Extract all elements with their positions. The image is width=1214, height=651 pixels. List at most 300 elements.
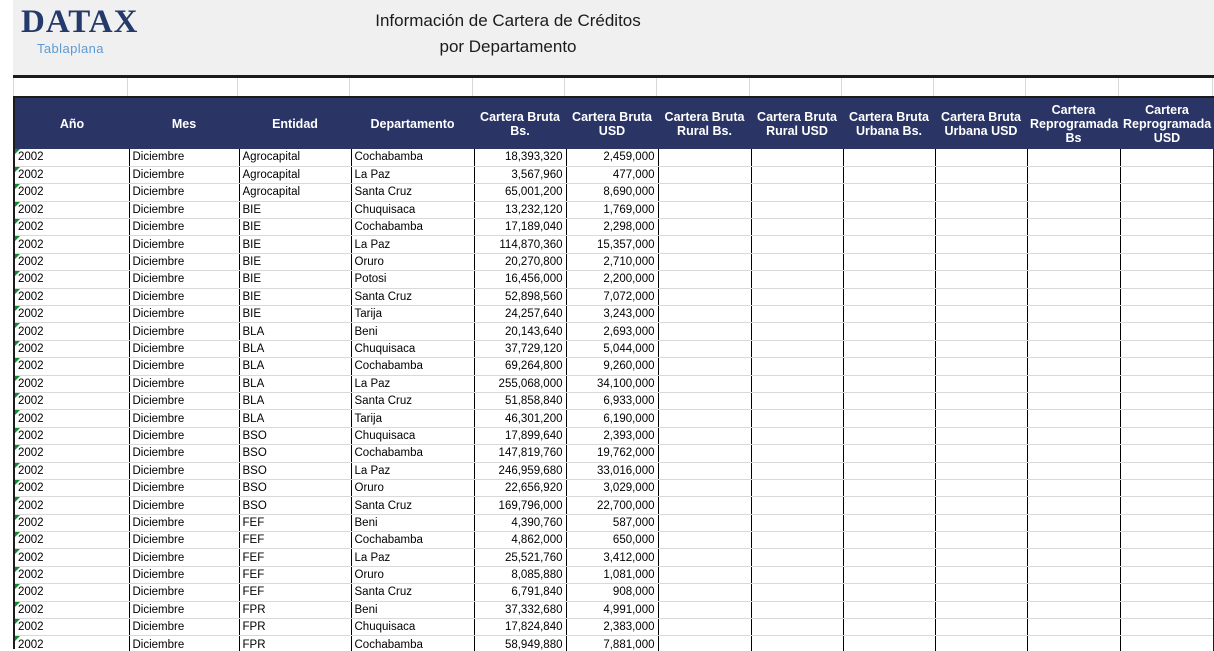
cell-r18-c6[interactable] bbox=[658, 462, 751, 479]
cell-r10-c4[interactable]: 20,143,640 bbox=[474, 323, 566, 340]
cell-r13-c5[interactable]: 34,100,000 bbox=[566, 375, 658, 392]
cell-r3-c7[interactable] bbox=[751, 201, 843, 218]
cell-r7-c0[interactable]: 2002 bbox=[15, 271, 129, 288]
cell-r8-c9[interactable] bbox=[935, 288, 1027, 305]
cell-r25-c10[interactable] bbox=[1027, 584, 1120, 601]
cell-r27-c0[interactable]: 2002 bbox=[15, 619, 129, 636]
cell-r10-c7[interactable] bbox=[751, 323, 843, 340]
cell-r20-c2[interactable]: BSO bbox=[239, 497, 351, 514]
cell-r10-c3[interactable]: Beni bbox=[351, 323, 474, 340]
table-row[interactable] bbox=[15, 392, 1214, 409]
table-row[interactable] bbox=[15, 149, 1214, 166]
cell-r2-c9[interactable] bbox=[935, 184, 1027, 201]
cell-r2-c5[interactable]: 8,690,000 bbox=[566, 184, 658, 201]
cell-r19-c6[interactable] bbox=[658, 479, 751, 496]
cell-r6-c5[interactable]: 2,710,000 bbox=[566, 253, 658, 270]
column-header-7[interactable]: Cartera Bruta Rural USD bbox=[751, 98, 843, 149]
cell-r11-c11[interactable] bbox=[1120, 340, 1214, 357]
cell-r7-c8[interactable] bbox=[843, 271, 935, 288]
cell-r20-c8[interactable] bbox=[843, 497, 935, 514]
cell-r8-c11[interactable] bbox=[1120, 288, 1214, 305]
cell-r11-c4[interactable]: 37,729,120 bbox=[474, 340, 566, 357]
column-header-8[interactable]: Cartera Bruta Urbana Bs. bbox=[843, 98, 935, 149]
cell-r16-c7[interactable] bbox=[751, 427, 843, 444]
cell-r28-c5[interactable]: 7,881,000 bbox=[566, 636, 658, 651]
cell-r12-c4[interactable]: 69,264,800 bbox=[474, 358, 566, 375]
column-header-4[interactable]: Cartera Bruta Bs. bbox=[474, 98, 566, 149]
cell-r23-c11[interactable] bbox=[1120, 549, 1214, 566]
cell-r28-c2[interactable]: FPR bbox=[239, 636, 351, 651]
cell-r11-c9[interactable] bbox=[935, 340, 1027, 357]
cell-r28-c9[interactable] bbox=[935, 636, 1027, 651]
table-row[interactable] bbox=[15, 497, 1214, 514]
cell-r6-c11[interactable] bbox=[1120, 253, 1214, 270]
cell-r17-c4[interactable]: 147,819,760 bbox=[474, 445, 566, 462]
cell-r6-c6[interactable] bbox=[658, 253, 751, 270]
cell-r27-c6[interactable] bbox=[658, 619, 751, 636]
cell-r8-c4[interactable]: 52,898,560 bbox=[474, 288, 566, 305]
cell-r15-c9[interactable] bbox=[935, 410, 1027, 427]
cell-r25-c4[interactable]: 6,791,840 bbox=[474, 584, 566, 601]
table-row[interactable] bbox=[15, 306, 1214, 323]
table-row[interactable] bbox=[15, 479, 1214, 496]
table-row[interactable] bbox=[15, 236, 1214, 253]
cell-r11-c5[interactable]: 5,044,000 bbox=[566, 340, 658, 357]
cell-r0-c3[interactable]: Cochabamba bbox=[351, 149, 474, 166]
cell-r13-c3[interactable]: La Paz bbox=[351, 375, 474, 392]
cell-r13-c0[interactable]: 2002 bbox=[15, 375, 129, 392]
cell-r11-c0[interactable]: 2002 bbox=[15, 340, 129, 357]
cell-r17-c11[interactable] bbox=[1120, 445, 1214, 462]
cell-r18-c1[interactable]: Diciembre bbox=[129, 462, 239, 479]
cell-r17-c1[interactable]: Diciembre bbox=[129, 445, 239, 462]
cell-r23-c7[interactable] bbox=[751, 549, 843, 566]
cell-r20-c6[interactable] bbox=[658, 497, 751, 514]
cell-r22-c8[interactable] bbox=[843, 532, 935, 549]
cell-r26-c5[interactable]: 4,991,000 bbox=[566, 601, 658, 618]
cell-r17-c0[interactable]: 2002 bbox=[15, 445, 129, 462]
cell-r5-c1[interactable]: Diciembre bbox=[129, 236, 239, 253]
cell-r16-c10[interactable] bbox=[1027, 427, 1120, 444]
cell-r28-c7[interactable] bbox=[751, 636, 843, 651]
cell-r23-c9[interactable] bbox=[935, 549, 1027, 566]
cell-r19-c10[interactable] bbox=[1027, 479, 1120, 496]
cell-r14-c11[interactable] bbox=[1120, 392, 1214, 409]
cell-r25-c2[interactable]: FEF bbox=[239, 584, 351, 601]
cell-r1-c1[interactable]: Diciembre bbox=[129, 166, 239, 183]
cell-r20-c0[interactable]: 2002 bbox=[15, 497, 129, 514]
cell-r17-c3[interactable]: Cochabamba bbox=[351, 445, 474, 462]
table-row[interactable] bbox=[15, 427, 1214, 444]
cell-r1-c0[interactable]: 2002 bbox=[15, 166, 129, 183]
cell-r24-c4[interactable]: 8,085,880 bbox=[474, 566, 566, 583]
cell-r8-c0[interactable]: 2002 bbox=[15, 288, 129, 305]
cell-r0-c2[interactable]: Agrocapital bbox=[239, 149, 351, 166]
cell-r22-c4[interactable]: 4,862,000 bbox=[474, 532, 566, 549]
cell-r8-c6[interactable] bbox=[658, 288, 751, 305]
cell-r24-c10[interactable] bbox=[1027, 566, 1120, 583]
cell-r9-c4[interactable]: 24,257,640 bbox=[474, 306, 566, 323]
cell-r28-c8[interactable] bbox=[843, 636, 935, 651]
cell-r7-c6[interactable] bbox=[658, 271, 751, 288]
cell-r21-c6[interactable] bbox=[658, 514, 751, 531]
cell-r7-c10[interactable] bbox=[1027, 271, 1120, 288]
cell-r8-c2[interactable]: BIE bbox=[239, 288, 351, 305]
cell-r18-c11[interactable] bbox=[1120, 462, 1214, 479]
cell-r22-c5[interactable]: 650,000 bbox=[566, 532, 658, 549]
cell-r0-c7[interactable] bbox=[751, 149, 843, 166]
cell-r7-c2[interactable]: BIE bbox=[239, 271, 351, 288]
cell-r13-c11[interactable] bbox=[1120, 375, 1214, 392]
cell-r21-c9[interactable] bbox=[935, 514, 1027, 531]
cell-r5-c7[interactable] bbox=[751, 236, 843, 253]
cell-r2-c1[interactable]: Diciembre bbox=[129, 184, 239, 201]
cell-r10-c11[interactable] bbox=[1120, 323, 1214, 340]
cell-r23-c0[interactable]: 2002 bbox=[15, 549, 129, 566]
cell-r22-c0[interactable]: 2002 bbox=[15, 532, 129, 549]
cell-r25-c0[interactable]: 2002 bbox=[15, 584, 129, 601]
cell-r4-c5[interactable]: 2,298,000 bbox=[566, 219, 658, 236]
cell-r12-c10[interactable] bbox=[1027, 358, 1120, 375]
cell-r28-c6[interactable] bbox=[658, 636, 751, 651]
cell-r3-c1[interactable]: Diciembre bbox=[129, 201, 239, 218]
cell-r20-c5[interactable]: 22,700,000 bbox=[566, 497, 658, 514]
cell-r9-c8[interactable] bbox=[843, 306, 935, 323]
cell-r28-c10[interactable] bbox=[1027, 636, 1120, 651]
cell-r26-c9[interactable] bbox=[935, 601, 1027, 618]
cell-r27-c8[interactable] bbox=[843, 619, 935, 636]
cell-r6-c7[interactable] bbox=[751, 253, 843, 270]
cell-r12-c3[interactable]: Cochabamba bbox=[351, 358, 474, 375]
cell-r24-c7[interactable] bbox=[751, 566, 843, 583]
cell-r18-c4[interactable]: 246,959,680 bbox=[474, 462, 566, 479]
cell-r20-c10[interactable] bbox=[1027, 497, 1120, 514]
cell-r7-c7[interactable] bbox=[751, 271, 843, 288]
cell-r6-c0[interactable]: 2002 bbox=[15, 253, 129, 270]
cell-r1-c10[interactable] bbox=[1027, 166, 1120, 183]
cell-r18-c10[interactable] bbox=[1027, 462, 1120, 479]
cell-r15-c11[interactable] bbox=[1120, 410, 1214, 427]
cell-r20-c4[interactable]: 169,796,000 bbox=[474, 497, 566, 514]
cell-r0-c8[interactable] bbox=[843, 149, 935, 166]
cell-r4-c4[interactable]: 17,189,040 bbox=[474, 219, 566, 236]
table-row[interactable] bbox=[15, 375, 1214, 392]
cell-r21-c1[interactable]: Diciembre bbox=[129, 514, 239, 531]
cell-r7-c9[interactable] bbox=[935, 271, 1027, 288]
cell-r7-c5[interactable]: 2,200,000 bbox=[566, 271, 658, 288]
cell-r13-c2[interactable]: BLA bbox=[239, 375, 351, 392]
table-row[interactable] bbox=[15, 549, 1214, 566]
cell-r11-c8[interactable] bbox=[843, 340, 935, 357]
column-header-9[interactable]: Cartera Bruta Urbana USD bbox=[935, 98, 1027, 149]
cell-r8-c7[interactable] bbox=[751, 288, 843, 305]
cell-r4-c2[interactable]: BIE bbox=[239, 219, 351, 236]
cell-r2-c4[interactable]: 65,001,200 bbox=[474, 184, 566, 201]
cell-r14-c1[interactable]: Diciembre bbox=[129, 392, 239, 409]
cell-r3-c0[interactable]: 2002 bbox=[15, 201, 129, 218]
cell-r27-c9[interactable] bbox=[935, 619, 1027, 636]
cell-r21-c0[interactable]: 2002 bbox=[15, 514, 129, 531]
table-row[interactable] bbox=[15, 445, 1214, 462]
cell-r26-c1[interactable]: Diciembre bbox=[129, 601, 239, 618]
cell-r12-c2[interactable]: BLA bbox=[239, 358, 351, 375]
cell-r20-c7[interactable] bbox=[751, 497, 843, 514]
cell-r25-c7[interactable] bbox=[751, 584, 843, 601]
cell-r23-c8[interactable] bbox=[843, 549, 935, 566]
cell-r28-c4[interactable]: 58,949,880 bbox=[474, 636, 566, 651]
cell-r9-c11[interactable] bbox=[1120, 306, 1214, 323]
cell-r27-c10[interactable] bbox=[1027, 619, 1120, 636]
cell-r13-c6[interactable] bbox=[658, 375, 751, 392]
cell-r27-c4[interactable]: 17,824,840 bbox=[474, 619, 566, 636]
table-row[interactable] bbox=[15, 462, 1214, 479]
cell-r19-c11[interactable] bbox=[1120, 479, 1214, 496]
cell-r17-c6[interactable] bbox=[658, 445, 751, 462]
cell-r4-c1[interactable]: Diciembre bbox=[129, 219, 239, 236]
cell-r24-c9[interactable] bbox=[935, 566, 1027, 583]
cell-r14-c7[interactable] bbox=[751, 392, 843, 409]
cell-r10-c6[interactable] bbox=[658, 323, 751, 340]
cell-r5-c9[interactable] bbox=[935, 236, 1027, 253]
cell-r10-c9[interactable] bbox=[935, 323, 1027, 340]
cell-r0-c4[interactable]: 18,393,320 bbox=[474, 149, 566, 166]
cell-r12-c5[interactable]: 9,260,000 bbox=[566, 358, 658, 375]
cell-r22-c6[interactable] bbox=[658, 532, 751, 549]
cell-r15-c1[interactable]: Diciembre bbox=[129, 410, 239, 427]
cell-r17-c8[interactable] bbox=[843, 445, 935, 462]
cell-r1-c9[interactable] bbox=[935, 166, 1027, 183]
cell-r6-c10[interactable] bbox=[1027, 253, 1120, 270]
cell-r9-c1[interactable]: Diciembre bbox=[129, 306, 239, 323]
cell-r5-c3[interactable]: La Paz bbox=[351, 236, 474, 253]
cell-r5-c10[interactable] bbox=[1027, 236, 1120, 253]
cell-r20-c1[interactable]: Diciembre bbox=[129, 497, 239, 514]
table-row[interactable] bbox=[15, 253, 1214, 270]
cell-r12-c9[interactable] bbox=[935, 358, 1027, 375]
cell-r15-c4[interactable]: 46,301,200 bbox=[474, 410, 566, 427]
cell-r2-c2[interactable]: Agrocapital bbox=[239, 184, 351, 201]
table-row[interactable] bbox=[15, 184, 1214, 201]
cell-r19-c5[interactable]: 3,029,000 bbox=[566, 479, 658, 496]
cell-r26-c0[interactable]: 2002 bbox=[15, 601, 129, 618]
cell-r25-c5[interactable]: 908,000 bbox=[566, 584, 658, 601]
cell-r13-c10[interactable] bbox=[1027, 375, 1120, 392]
cell-r2-c8[interactable] bbox=[843, 184, 935, 201]
cell-r3-c8[interactable] bbox=[843, 201, 935, 218]
cell-r6-c3[interactable]: Oruro bbox=[351, 253, 474, 270]
cell-r10-c10[interactable] bbox=[1027, 323, 1120, 340]
cell-r15-c2[interactable]: BLA bbox=[239, 410, 351, 427]
cell-r27-c7[interactable] bbox=[751, 619, 843, 636]
cell-r10-c8[interactable] bbox=[843, 323, 935, 340]
cell-r11-c7[interactable] bbox=[751, 340, 843, 357]
cell-r15-c7[interactable] bbox=[751, 410, 843, 427]
cell-r4-c3[interactable]: Cochabamba bbox=[351, 219, 474, 236]
cell-r1-c4[interactable]: 3,567,960 bbox=[474, 166, 566, 183]
cell-r14-c3[interactable]: Santa Cruz bbox=[351, 392, 474, 409]
cell-r16-c8[interactable] bbox=[843, 427, 935, 444]
cell-r4-c11[interactable] bbox=[1120, 219, 1214, 236]
table-row[interactable] bbox=[15, 340, 1214, 357]
cell-r20-c9[interactable] bbox=[935, 497, 1027, 514]
table-row[interactable] bbox=[15, 514, 1214, 531]
cell-r28-c11[interactable] bbox=[1120, 636, 1214, 651]
cell-r4-c9[interactable] bbox=[935, 219, 1027, 236]
table-row[interactable] bbox=[15, 566, 1214, 583]
cell-r28-c3[interactable]: Cochabamba bbox=[351, 636, 474, 651]
cell-r5-c8[interactable] bbox=[843, 236, 935, 253]
cell-r9-c9[interactable] bbox=[935, 306, 1027, 323]
cell-r25-c8[interactable] bbox=[843, 584, 935, 601]
table-row[interactable] bbox=[15, 584, 1214, 601]
table-row[interactable] bbox=[15, 219, 1214, 236]
cell-r17-c10[interactable] bbox=[1027, 445, 1120, 462]
cell-r1-c6[interactable] bbox=[658, 166, 751, 183]
cell-r9-c2[interactable]: BIE bbox=[239, 306, 351, 323]
cell-r22-c11[interactable] bbox=[1120, 532, 1214, 549]
cell-r4-c10[interactable] bbox=[1027, 219, 1120, 236]
cell-r26-c6[interactable] bbox=[658, 601, 751, 618]
cell-r11-c6[interactable] bbox=[658, 340, 751, 357]
cell-r26-c8[interactable] bbox=[843, 601, 935, 618]
cell-r19-c2[interactable]: BSO bbox=[239, 479, 351, 496]
cell-r5-c11[interactable] bbox=[1120, 236, 1214, 253]
cell-r24-c0[interactable]: 2002 bbox=[15, 566, 129, 583]
cell-r18-c3[interactable]: La Paz bbox=[351, 462, 474, 479]
column-header-5[interactable]: Cartera Bruta USD bbox=[566, 98, 658, 149]
cell-r17-c9[interactable] bbox=[935, 445, 1027, 462]
cell-r25-c1[interactable]: Diciembre bbox=[129, 584, 239, 601]
table-row[interactable] bbox=[15, 619, 1214, 636]
column-header-3[interactable]: Departamento bbox=[351, 98, 474, 149]
column-header-6[interactable]: Cartera Bruta Rural Bs. bbox=[658, 98, 751, 149]
cell-r25-c11[interactable] bbox=[1120, 584, 1214, 601]
column-header-10[interactable]: Cartera Reprogramada Bs bbox=[1027, 98, 1120, 149]
cell-r1-c8[interactable] bbox=[843, 166, 935, 183]
cell-r6-c4[interactable]: 20,270,800 bbox=[474, 253, 566, 270]
cell-r0-c1[interactable]: Diciembre bbox=[129, 149, 239, 166]
cell-r15-c6[interactable] bbox=[658, 410, 751, 427]
cell-r18-c0[interactable]: 2002 bbox=[15, 462, 129, 479]
cell-r15-c0[interactable]: 2002 bbox=[15, 410, 129, 427]
cell-r28-c0[interactable]: 2002 bbox=[15, 636, 129, 651]
cell-r13-c8[interactable] bbox=[843, 375, 935, 392]
cell-r19-c8[interactable] bbox=[843, 479, 935, 496]
cell-r5-c5[interactable]: 15,357,000 bbox=[566, 236, 658, 253]
cell-r27-c3[interactable]: Chuquisaca bbox=[351, 619, 474, 636]
cell-r14-c5[interactable]: 6,933,000 bbox=[566, 392, 658, 409]
table-row[interactable] bbox=[15, 601, 1214, 618]
cell-r1-c11[interactable] bbox=[1120, 166, 1214, 183]
table-row[interactable] bbox=[15, 636, 1214, 651]
cell-r25-c3[interactable]: Santa Cruz bbox=[351, 584, 474, 601]
cell-r14-c6[interactable] bbox=[658, 392, 751, 409]
cell-r7-c4[interactable]: 16,456,000 bbox=[474, 271, 566, 288]
cell-r13-c4[interactable]: 255,068,000 bbox=[474, 375, 566, 392]
cell-r17-c5[interactable]: 19,762,000 bbox=[566, 445, 658, 462]
cell-r27-c2[interactable]: FPR bbox=[239, 619, 351, 636]
cell-r2-c3[interactable]: Santa Cruz bbox=[351, 184, 474, 201]
cell-r12-c0[interactable]: 2002 bbox=[15, 358, 129, 375]
cell-r0-c10[interactable] bbox=[1027, 149, 1120, 166]
cell-r3-c3[interactable]: Chuquisaca bbox=[351, 201, 474, 218]
cell-r21-c10[interactable] bbox=[1027, 514, 1120, 531]
cell-r23-c10[interactable] bbox=[1027, 549, 1120, 566]
cell-r22-c2[interactable]: FEF bbox=[239, 532, 351, 549]
cell-r0-c5[interactable]: 2,459,000 bbox=[566, 149, 658, 166]
column-header-1[interactable]: Mes bbox=[129, 98, 239, 149]
cell-r8-c8[interactable] bbox=[843, 288, 935, 305]
cell-r9-c0[interactable]: 2002 bbox=[15, 306, 129, 323]
cell-r8-c3[interactable]: Santa Cruz bbox=[351, 288, 474, 305]
cell-r24-c2[interactable]: FEF bbox=[239, 566, 351, 583]
cell-r24-c5[interactable]: 1,081,000 bbox=[566, 566, 658, 583]
cell-r7-c1[interactable]: Diciembre bbox=[129, 271, 239, 288]
cell-r11-c1[interactable]: Diciembre bbox=[129, 340, 239, 357]
cell-r22-c3[interactable]: Cochabamba bbox=[351, 532, 474, 549]
cell-r12-c6[interactable] bbox=[658, 358, 751, 375]
cell-r26-c4[interactable]: 37,332,680 bbox=[474, 601, 566, 618]
table-row[interactable] bbox=[15, 288, 1214, 305]
cell-r7-c11[interactable] bbox=[1120, 271, 1214, 288]
cell-r2-c10[interactable] bbox=[1027, 184, 1120, 201]
cell-r9-c10[interactable] bbox=[1027, 306, 1120, 323]
cell-r21-c2[interactable]: FEF bbox=[239, 514, 351, 531]
cell-r16-c6[interactable] bbox=[658, 427, 751, 444]
cell-r27-c5[interactable]: 2,383,000 bbox=[566, 619, 658, 636]
cell-r18-c8[interactable] bbox=[843, 462, 935, 479]
cell-r2-c0[interactable]: 2002 bbox=[15, 184, 129, 201]
cell-r16-c9[interactable] bbox=[935, 427, 1027, 444]
cell-r16-c2[interactable]: BSO bbox=[239, 427, 351, 444]
column-header-11[interactable]: Cartera Reprogramada USD bbox=[1120, 98, 1214, 149]
cell-r26-c2[interactable]: FPR bbox=[239, 601, 351, 618]
cell-r8-c10[interactable] bbox=[1027, 288, 1120, 305]
cell-r20-c3[interactable]: Santa Cruz bbox=[351, 497, 474, 514]
cell-r19-c7[interactable] bbox=[751, 479, 843, 496]
cell-r23-c6[interactable] bbox=[658, 549, 751, 566]
cell-r8-c5[interactable]: 7,072,000 bbox=[566, 288, 658, 305]
cell-r10-c0[interactable]: 2002 bbox=[15, 323, 129, 340]
cell-r5-c6[interactable] bbox=[658, 236, 751, 253]
cell-r24-c11[interactable] bbox=[1120, 566, 1214, 583]
cell-r25-c6[interactable] bbox=[658, 584, 751, 601]
cell-r15-c3[interactable]: Tarija bbox=[351, 410, 474, 427]
cell-r16-c4[interactable]: 17,899,640 bbox=[474, 427, 566, 444]
cell-r18-c9[interactable] bbox=[935, 462, 1027, 479]
cell-r9-c3[interactable]: Tarija bbox=[351, 306, 474, 323]
cell-r20-c11[interactable] bbox=[1120, 497, 1214, 514]
cell-r26-c11[interactable] bbox=[1120, 601, 1214, 618]
cell-r17-c2[interactable]: BSO bbox=[239, 445, 351, 462]
cell-r14-c2[interactable]: BLA bbox=[239, 392, 351, 409]
table-row[interactable] bbox=[15, 358, 1214, 375]
cell-r8-c1[interactable]: Diciembre bbox=[129, 288, 239, 305]
cell-r13-c1[interactable]: Diciembre bbox=[129, 375, 239, 392]
cell-r14-c10[interactable] bbox=[1027, 392, 1120, 409]
cell-r12-c8[interactable] bbox=[843, 358, 935, 375]
cell-r1-c3[interactable]: La Paz bbox=[351, 166, 474, 183]
cell-r5-c4[interactable]: 114,870,360 bbox=[474, 236, 566, 253]
cell-r5-c0[interactable]: 2002 bbox=[15, 236, 129, 253]
column-header-2[interactable]: Entidad bbox=[239, 98, 351, 149]
cell-r22-c9[interactable] bbox=[935, 532, 1027, 549]
cell-r27-c11[interactable] bbox=[1120, 619, 1214, 636]
cell-r1-c2[interactable]: Agrocapital bbox=[239, 166, 351, 183]
cell-r0-c6[interactable] bbox=[658, 149, 751, 166]
cell-r10-c5[interactable]: 2,693,000 bbox=[566, 323, 658, 340]
cell-r12-c11[interactable] bbox=[1120, 358, 1214, 375]
